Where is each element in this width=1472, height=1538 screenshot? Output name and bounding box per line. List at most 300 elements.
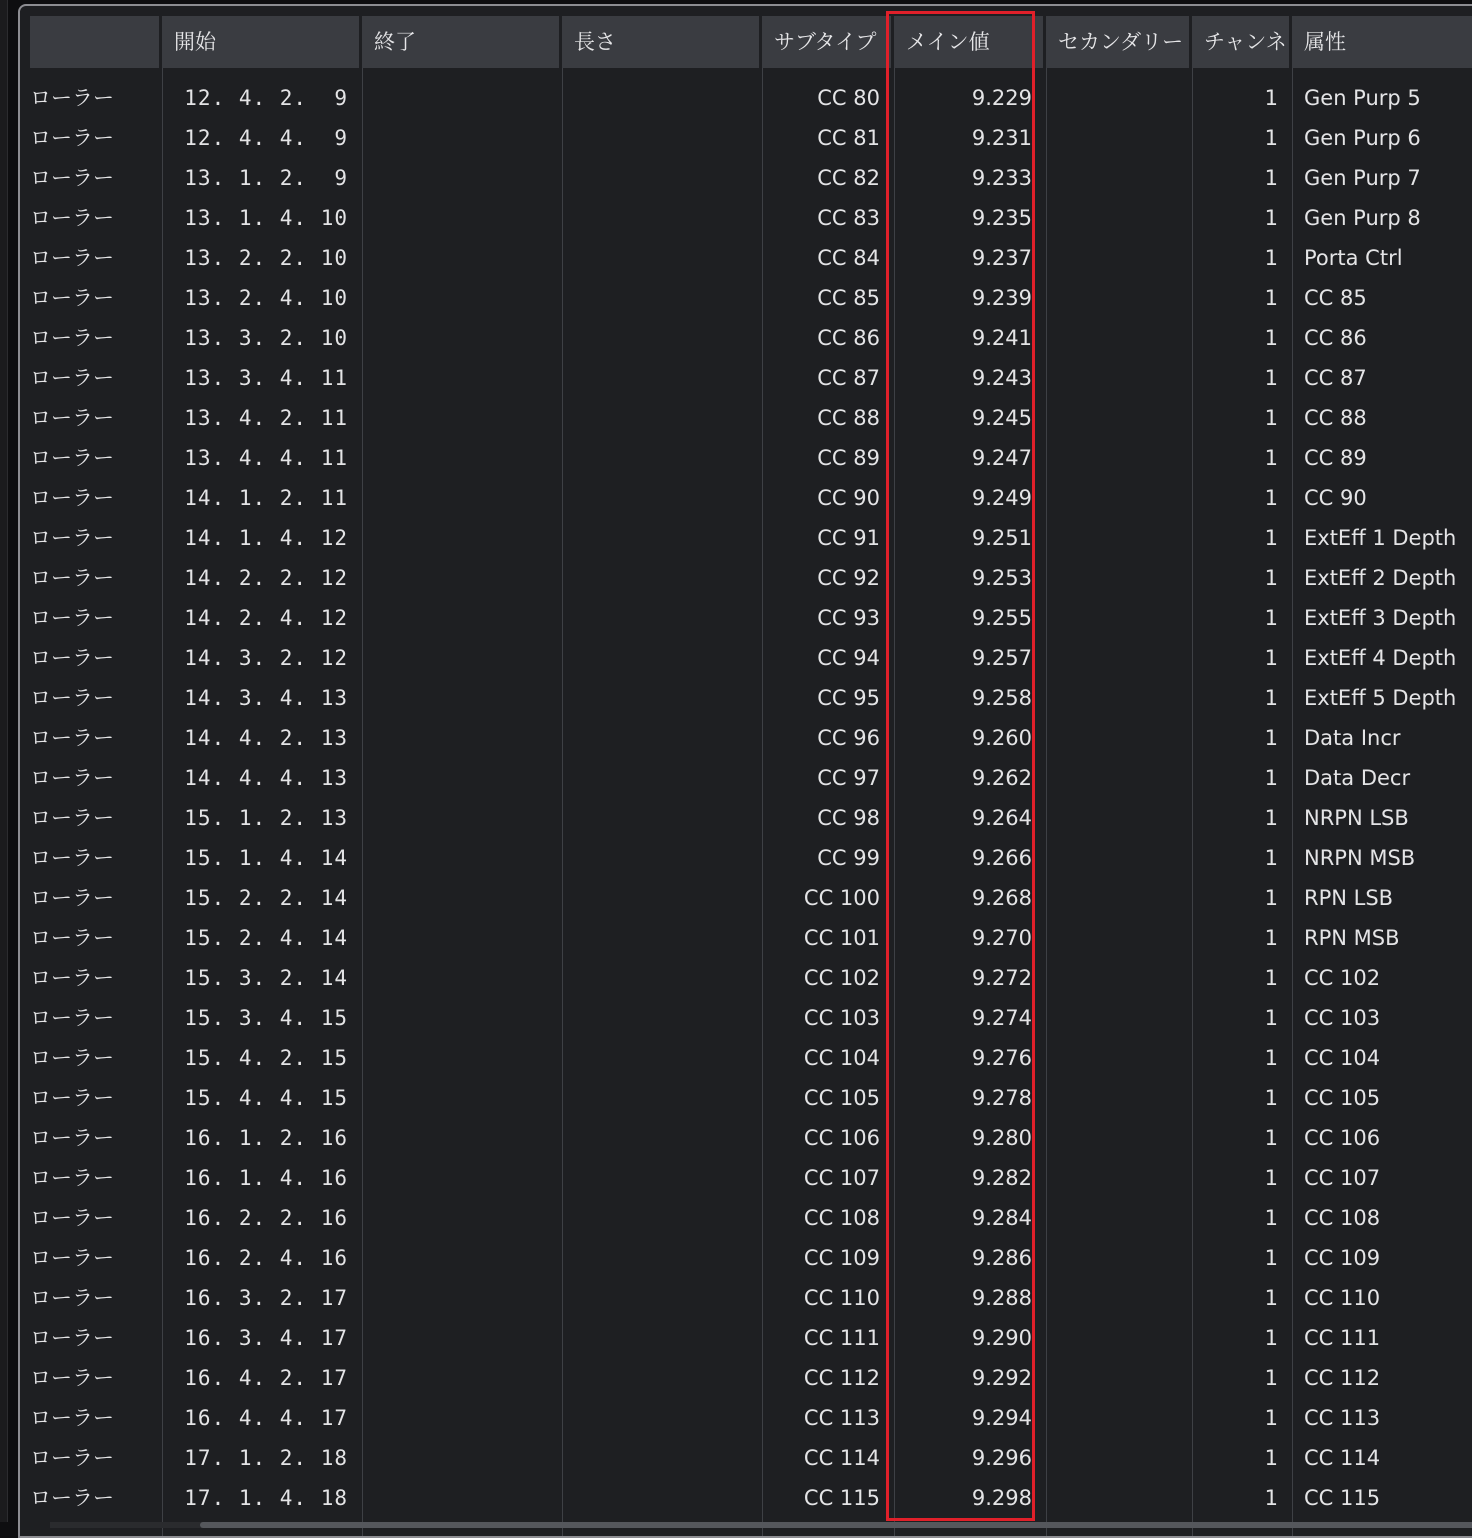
column-header-start[interactable]: 開始	[162, 16, 362, 68]
cell-end[interactable]	[362, 278, 562, 318]
column-header-subtype[interactable]: サブタイプ	[762, 16, 894, 68]
cell-start[interactable]: 14. 1. 2. 11	[184, 486, 348, 510]
cell-subtype[interactable]: CC 99	[817, 846, 880, 870]
table-row[interactable]	[30, 1038, 1472, 1078]
cell-secondary[interactable]	[1046, 718, 1192, 758]
cell-secondary[interactable]	[1046, 1158, 1192, 1198]
table-row[interactable]	[30, 758, 1472, 798]
cell-subtype[interactable]: CC 108	[803, 1206, 880, 1230]
table-row[interactable]	[30, 1358, 1472, 1398]
cell-start[interactable]: 16. 3. 4. 17	[184, 1326, 348, 1350]
cell-length[interactable]	[562, 1158, 762, 1198]
cell-end[interactable]	[362, 758, 562, 798]
cell-length[interactable]	[562, 518, 762, 558]
cell-end[interactable]	[362, 518, 562, 558]
column-header-attr[interactable]: 属性	[1292, 16, 1472, 68]
cell-subtype[interactable]: CC 107	[803, 1166, 880, 1190]
cell-channel[interactable]: 1	[1264, 1326, 1278, 1350]
cell-attr[interactable]: Gen Purp 7	[1304, 166, 1421, 190]
cell-main[interactable]: 9.270	[971, 926, 1032, 950]
table-row[interactable]	[30, 1238, 1472, 1278]
cell-attr[interactable]: CC 102	[1304, 966, 1381, 990]
cell-attr[interactable]: ExtEff 3 Depth	[1304, 606, 1457, 630]
cell-channel[interactable]: 1	[1264, 1406, 1278, 1430]
cell-main[interactable]: 9.284	[971, 1206, 1032, 1230]
cell-channel[interactable]: 1	[1264, 246, 1278, 270]
table-row[interactable]	[30, 1158, 1472, 1198]
cell-subtype[interactable]: CC 104	[803, 1046, 880, 1070]
cell-type[interactable]: ローラー	[30, 366, 114, 390]
cell-channel[interactable]: 1	[1264, 966, 1278, 990]
table-row[interactable]	[30, 558, 1472, 598]
cell-attr[interactable]: Data Decr	[1304, 766, 1411, 790]
table-row[interactable]	[30, 478, 1472, 518]
cell-start[interactable]: 15. 1. 4. 14	[184, 846, 348, 870]
table-row[interactable]	[30, 798, 1472, 838]
cell-length[interactable]	[562, 878, 762, 918]
cell-length[interactable]	[562, 78, 762, 118]
cell-attr[interactable]: ExtEff 4 Depth	[1304, 646, 1457, 670]
cell-main[interactable]: 9.237	[971, 246, 1032, 270]
cell-type[interactable]: ローラー	[30, 1286, 114, 1310]
cell-channel[interactable]: 1	[1264, 486, 1278, 510]
cell-channel[interactable]: 1	[1264, 86, 1278, 110]
cell-channel[interactable]: 1	[1264, 1286, 1278, 1310]
cell-main[interactable]: 9.255	[971, 606, 1032, 630]
cell-main[interactable]: 9.290	[971, 1326, 1032, 1350]
cell-type[interactable]: ローラー	[30, 326, 114, 350]
table-row[interactable]	[30, 398, 1472, 438]
column-header-secondary[interactable]: セカンダリー	[1046, 16, 1192, 68]
cell-start[interactable]: 14. 3. 2. 12	[184, 646, 348, 670]
cell-end[interactable]	[362, 78, 562, 118]
cell-secondary[interactable]	[1046, 1198, 1192, 1238]
cell-start[interactable]: 14. 4. 4. 13	[184, 766, 348, 790]
cell-attr[interactable]: NRPN MSB	[1304, 846, 1416, 870]
cell-main[interactable]: 9.257	[971, 646, 1032, 670]
cell-type[interactable]: ローラー	[30, 966, 114, 990]
cell-secondary[interactable]	[1046, 1278, 1192, 1318]
table-row[interactable]	[30, 358, 1472, 398]
cell-end[interactable]	[362, 1318, 562, 1358]
cell-start[interactable]: 15. 3. 4. 15	[184, 1006, 348, 1030]
column-header-end[interactable]: 終了	[362, 16, 562, 68]
cell-subtype[interactable]: CC 113	[803, 1406, 880, 1430]
cell-type[interactable]: ローラー	[30, 526, 114, 550]
table-row[interactable]	[30, 1278, 1472, 1318]
cell-secondary[interactable]	[1046, 1078, 1192, 1118]
cell-channel[interactable]: 1	[1264, 1126, 1278, 1150]
cell-type[interactable]: ローラー	[30, 1086, 114, 1110]
cell-secondary[interactable]	[1046, 598, 1192, 638]
cell-attr[interactable]: Data Incr	[1304, 726, 1401, 750]
cell-attr[interactable]: CC 104	[1304, 1046, 1381, 1070]
cell-type[interactable]: ローラー	[30, 1446, 114, 1470]
cell-main[interactable]: 9.260	[971, 726, 1032, 750]
table-row[interactable]	[30, 158, 1472, 198]
cell-start[interactable]: 16. 1. 2. 16	[184, 1126, 348, 1150]
cell-subtype[interactable]: CC 115	[803, 1486, 880, 1510]
cell-subtype[interactable]: CC 81	[817, 126, 880, 150]
cell-type[interactable]: ローラー	[30, 206, 114, 230]
cell-channel[interactable]: 1	[1264, 366, 1278, 390]
cell-attr[interactable]: Gen Purp 8	[1304, 206, 1421, 230]
cell-subtype[interactable]: CC 98	[817, 806, 880, 830]
cell-secondary[interactable]	[1046, 998, 1192, 1038]
cell-main[interactable]: 9.278	[971, 1086, 1032, 1110]
cell-main[interactable]: 9.229	[971, 86, 1032, 110]
cell-subtype[interactable]: CC 82	[817, 166, 880, 190]
cell-type[interactable]: ローラー	[30, 886, 114, 910]
cell-subtype[interactable]: CC 83	[817, 206, 880, 230]
cell-main[interactable]: 9.282	[971, 1166, 1032, 1190]
table-row[interactable]	[30, 998, 1472, 1038]
cell-length[interactable]	[562, 1398, 762, 1438]
table-row[interactable]	[30, 1118, 1472, 1158]
cell-start[interactable]: 16. 1. 4. 16	[184, 1166, 348, 1190]
cell-attr[interactable]: ExtEff 5 Depth	[1304, 686, 1457, 710]
cell-subtype[interactable]: CC 102	[803, 966, 880, 990]
cell-length[interactable]	[562, 598, 762, 638]
cell-attr[interactable]: RPN LSB	[1304, 886, 1394, 910]
cell-main[interactable]: 9.280	[971, 1126, 1032, 1150]
cell-length[interactable]	[562, 638, 762, 678]
table-row[interactable]	[30, 1318, 1472, 1358]
cell-subtype[interactable]: CC 95	[817, 686, 880, 710]
cell-end[interactable]	[362, 1198, 562, 1238]
cell-end[interactable]	[362, 1118, 562, 1158]
cell-secondary[interactable]	[1046, 918, 1192, 958]
cell-main[interactable]: 9.235	[971, 206, 1032, 230]
cell-channel[interactable]: 1	[1264, 886, 1278, 910]
cell-start[interactable]: 15. 4. 4. 15	[184, 1086, 348, 1110]
cell-channel[interactable]: 1	[1264, 1366, 1278, 1390]
cell-end[interactable]	[362, 478, 562, 518]
cell-length[interactable]	[562, 438, 762, 478]
cell-end[interactable]	[362, 638, 562, 678]
cell-start[interactable]: 13. 4. 4. 11	[184, 446, 348, 470]
cell-length[interactable]	[562, 1318, 762, 1358]
cell-type[interactable]: ローラー	[30, 286, 114, 310]
column-header-main[interactable]: メイン値	[894, 16, 1046, 68]
cell-start[interactable]: 13. 3. 2. 10	[184, 326, 348, 350]
cell-type[interactable]: ローラー	[30, 126, 114, 150]
cell-channel[interactable]: 1	[1264, 606, 1278, 630]
cell-main[interactable]: 9.239	[971, 286, 1032, 310]
cell-type[interactable]: ローラー	[30, 1326, 114, 1350]
cell-length[interactable]	[562, 198, 762, 238]
horizontal-scrollbar-thumb[interactable]	[200, 1522, 1472, 1528]
cell-channel[interactable]: 1	[1264, 1086, 1278, 1110]
cell-main[interactable]: 9.274	[971, 1006, 1032, 1030]
cell-start[interactable]: 12. 4. 4. 9	[184, 126, 348, 150]
cell-type[interactable]: ローラー	[30, 246, 114, 270]
cell-length[interactable]	[562, 1118, 762, 1158]
cell-channel[interactable]: 1	[1264, 1006, 1278, 1030]
cell-length[interactable]	[562, 118, 762, 158]
cell-start[interactable]: 13. 2. 2. 10	[184, 246, 348, 270]
cell-subtype[interactable]: CC 105	[803, 1086, 880, 1110]
cell-channel[interactable]: 1	[1264, 766, 1278, 790]
cell-attr[interactable]: Gen Purp 6	[1304, 126, 1421, 150]
cell-main[interactable]: 9.298	[971, 1486, 1032, 1510]
cell-type[interactable]: ローラー	[30, 1406, 114, 1430]
cell-channel[interactable]: 1	[1264, 1446, 1278, 1470]
cell-channel[interactable]: 1	[1264, 1046, 1278, 1070]
cell-length[interactable]	[562, 1438, 762, 1478]
table-row[interactable]	[30, 198, 1472, 238]
cell-end[interactable]	[362, 718, 562, 758]
table-row[interactable]	[30, 638, 1472, 678]
cell-start[interactable]: 13. 2. 4. 10	[184, 286, 348, 310]
cell-start[interactable]: 15. 3. 2. 14	[184, 966, 348, 990]
cell-main[interactable]: 9.262	[971, 766, 1032, 790]
cell-start[interactable]: 12. 4. 2. 9	[184, 86, 348, 110]
cell-secondary[interactable]	[1046, 798, 1192, 838]
cell-attr[interactable]: CC 115	[1304, 1486, 1381, 1510]
cell-end[interactable]	[362, 358, 562, 398]
cell-start[interactable]: 13. 3. 4. 11	[184, 366, 348, 390]
cell-secondary[interactable]	[1046, 518, 1192, 558]
cell-start[interactable]: 15. 1. 2. 13	[184, 806, 348, 830]
cell-secondary[interactable]	[1046, 318, 1192, 358]
cell-secondary[interactable]	[1046, 198, 1192, 238]
cell-start[interactable]: 15. 2. 2. 14	[184, 886, 348, 910]
cell-type[interactable]: ローラー	[30, 726, 114, 750]
cell-secondary[interactable]	[1046, 638, 1192, 678]
cell-subtype[interactable]: CC 85	[817, 286, 880, 310]
cell-length[interactable]	[562, 358, 762, 398]
table-row[interactable]	[30, 598, 1472, 638]
cell-type[interactable]: ローラー	[30, 1206, 114, 1230]
cell-channel[interactable]: 1	[1264, 446, 1278, 470]
cell-end[interactable]	[362, 318, 562, 358]
cell-attr[interactable]: CC 86	[1304, 326, 1367, 350]
cell-channel[interactable]: 1	[1264, 726, 1278, 750]
cell-secondary[interactable]	[1046, 118, 1192, 158]
cell-subtype[interactable]: CC 110	[803, 1286, 880, 1310]
cell-subtype[interactable]: CC 111	[803, 1326, 880, 1350]
cell-type[interactable]: ローラー	[30, 766, 114, 790]
cell-type[interactable]: ローラー	[30, 1486, 114, 1510]
table-row[interactable]	[30, 838, 1472, 878]
cell-channel[interactable]: 1	[1264, 1246, 1278, 1270]
cell-start[interactable]: 15. 4. 2. 15	[184, 1046, 348, 1070]
cell-secondary[interactable]	[1046, 78, 1192, 118]
cell-secondary[interactable]	[1046, 1038, 1192, 1078]
cell-attr[interactable]: CC 89	[1304, 446, 1367, 470]
cell-attr[interactable]: RPN MSB	[1304, 926, 1400, 950]
cell-secondary[interactable]	[1046, 958, 1192, 998]
cell-end[interactable]	[362, 798, 562, 838]
cell-end[interactable]	[362, 1078, 562, 1118]
cell-secondary[interactable]	[1046, 358, 1192, 398]
cell-main[interactable]: 9.243	[971, 366, 1032, 390]
cell-main[interactable]: 9.292	[971, 1366, 1032, 1390]
cell-end[interactable]	[362, 1238, 562, 1278]
cell-start[interactable]: 14. 3. 4. 13	[184, 686, 348, 710]
table-row[interactable]	[30, 1198, 1472, 1238]
cell-attr[interactable]: CC 111	[1304, 1326, 1381, 1350]
cell-secondary[interactable]	[1046, 1398, 1192, 1438]
cell-channel[interactable]: 1	[1264, 646, 1278, 670]
cell-main[interactable]: 9.294	[971, 1406, 1032, 1430]
cell-type[interactable]: ローラー	[30, 1006, 114, 1030]
cell-end[interactable]	[362, 1278, 562, 1318]
cell-channel[interactable]: 1	[1264, 846, 1278, 870]
cell-start[interactable]: 16. 3. 2. 17	[184, 1286, 348, 1310]
cell-subtype[interactable]: CC 93	[817, 606, 880, 630]
column-header-type[interactable]	[30, 16, 162, 68]
cell-end[interactable]	[362, 998, 562, 1038]
cell-channel[interactable]: 1	[1264, 1166, 1278, 1190]
cell-attr[interactable]: CC 85	[1304, 286, 1367, 310]
cell-end[interactable]	[362, 158, 562, 198]
cell-end[interactable]	[362, 558, 562, 598]
cell-end[interactable]	[362, 1358, 562, 1398]
cell-start[interactable]: 14. 1. 4. 12	[184, 526, 348, 550]
cell-channel[interactable]: 1	[1264, 286, 1278, 310]
table-row[interactable]	[30, 118, 1472, 158]
cell-length[interactable]	[562, 158, 762, 198]
cell-length[interactable]	[562, 478, 762, 518]
cell-start[interactable]: 14. 2. 2. 12	[184, 566, 348, 590]
cell-attr[interactable]: CC 105	[1304, 1086, 1381, 1110]
table-row[interactable]	[30, 918, 1472, 958]
cell-channel[interactable]: 1	[1264, 1206, 1278, 1230]
cell-subtype[interactable]: CC 86	[817, 326, 880, 350]
cell-main[interactable]: 9.231	[971, 126, 1032, 150]
column-header-channel[interactable]: チャンネ	[1192, 16, 1292, 68]
cell-attr[interactable]: CC 103	[1304, 1006, 1381, 1030]
cell-secondary[interactable]	[1046, 158, 1192, 198]
table-row[interactable]	[30, 958, 1472, 998]
cell-subtype[interactable]: CC 90	[817, 486, 880, 510]
cell-channel[interactable]: 1	[1264, 1486, 1278, 1510]
table-row[interactable]	[30, 238, 1472, 278]
cell-type[interactable]: ローラー	[30, 86, 114, 110]
cell-length[interactable]	[562, 678, 762, 718]
cell-secondary[interactable]	[1046, 558, 1192, 598]
cell-secondary[interactable]	[1046, 1478, 1192, 1518]
cell-length[interactable]	[562, 1478, 762, 1518]
cell-length[interactable]	[562, 238, 762, 278]
cell-secondary[interactable]	[1046, 478, 1192, 518]
cell-start[interactable]: 13. 1. 2. 9	[184, 166, 348, 190]
cell-attr[interactable]: CC 113	[1304, 1406, 1381, 1430]
cell-end[interactable]	[362, 198, 562, 238]
cell-end[interactable]	[362, 118, 562, 158]
cell-secondary[interactable]	[1046, 1238, 1192, 1278]
cell-end[interactable]	[362, 238, 562, 278]
cell-secondary[interactable]	[1046, 438, 1192, 478]
cell-type[interactable]: ローラー	[30, 446, 114, 470]
cell-length[interactable]	[562, 318, 762, 358]
cell-channel[interactable]: 1	[1264, 206, 1278, 230]
table-row[interactable]	[30, 78, 1472, 118]
cell-secondary[interactable]	[1046, 1438, 1192, 1478]
cell-subtype[interactable]: CC 109	[803, 1246, 880, 1270]
cell-subtype[interactable]: CC 112	[803, 1366, 880, 1390]
cell-main[interactable]: 9.296	[971, 1446, 1032, 1470]
cell-end[interactable]	[362, 1038, 562, 1078]
table-row[interactable]	[30, 878, 1472, 918]
cell-attr[interactable]: Porta Ctrl	[1304, 246, 1403, 270]
table-row[interactable]	[30, 438, 1472, 478]
cell-length[interactable]	[562, 758, 762, 798]
cell-type[interactable]: ローラー	[30, 166, 114, 190]
cell-main[interactable]: 9.268	[971, 886, 1032, 910]
cell-attr[interactable]: CC 90	[1304, 486, 1367, 510]
cell-length[interactable]	[562, 1238, 762, 1278]
cell-main[interactable]: 9.276	[971, 1046, 1032, 1070]
cell-end[interactable]	[362, 958, 562, 998]
cell-main[interactable]: 9.264	[971, 806, 1032, 830]
cell-attr[interactable]: CC 106	[1304, 1126, 1381, 1150]
table-row[interactable]	[30, 278, 1472, 318]
cell-subtype[interactable]: CC 89	[817, 446, 880, 470]
cell-length[interactable]	[562, 718, 762, 758]
cell-attr[interactable]: CC 87	[1304, 366, 1367, 390]
cell-start[interactable]: 16. 2. 4. 16	[184, 1246, 348, 1270]
cell-main[interactable]: 9.253	[971, 566, 1032, 590]
cell-secondary[interactable]	[1046, 1318, 1192, 1358]
column-header-length[interactable]: 長さ	[562, 16, 762, 68]
cell-start[interactable]: 14. 2. 4. 12	[184, 606, 348, 630]
cell-main[interactable]: 9.233	[971, 166, 1032, 190]
cell-channel[interactable]: 1	[1264, 126, 1278, 150]
cell-subtype[interactable]: CC 97	[817, 766, 880, 790]
cell-start[interactable]: 16. 4. 4. 17	[184, 1406, 348, 1430]
cell-subtype[interactable]: CC 87	[817, 366, 880, 390]
cell-main[interactable]: 9.245	[971, 406, 1032, 430]
cell-subtype[interactable]: CC 96	[817, 726, 880, 750]
cell-length[interactable]	[562, 1038, 762, 1078]
cell-length[interactable]	[562, 918, 762, 958]
cell-channel[interactable]: 1	[1264, 526, 1278, 550]
cell-secondary[interactable]	[1046, 398, 1192, 438]
cell-attr[interactable]: ExtEff 1 Depth	[1304, 526, 1457, 550]
cell-length[interactable]	[562, 278, 762, 318]
cell-type[interactable]: ローラー	[30, 1246, 114, 1270]
cell-length[interactable]	[562, 998, 762, 1038]
cell-attr[interactable]: CC 110	[1304, 1286, 1381, 1310]
cell-subtype[interactable]: CC 91	[817, 526, 880, 550]
cell-end[interactable]	[362, 598, 562, 638]
cell-attr[interactable]: ExtEff 2 Depth	[1304, 566, 1457, 590]
cell-end[interactable]	[362, 1398, 562, 1438]
cell-length[interactable]	[562, 1278, 762, 1318]
cell-main[interactable]: 9.272	[971, 966, 1032, 990]
cell-end[interactable]	[362, 678, 562, 718]
cell-length[interactable]	[562, 1078, 762, 1118]
cell-channel[interactable]: 1	[1264, 686, 1278, 710]
cell-main[interactable]: 9.247	[971, 446, 1032, 470]
table-row[interactable]	[30, 1478, 1472, 1518]
cell-subtype[interactable]: CC 84	[817, 246, 880, 270]
cell-channel[interactable]: 1	[1264, 166, 1278, 190]
table-row[interactable]	[30, 1438, 1472, 1478]
cell-length[interactable]	[562, 398, 762, 438]
cell-secondary[interactable]	[1046, 878, 1192, 918]
cell-type[interactable]: ローラー	[30, 686, 114, 710]
cell-subtype[interactable]: CC 106	[803, 1126, 880, 1150]
table-row[interactable]	[30, 1398, 1472, 1438]
cell-length[interactable]	[562, 558, 762, 598]
cell-main[interactable]: 9.249	[971, 486, 1032, 510]
cell-type[interactable]: ローラー	[30, 406, 114, 430]
cell-attr[interactable]: CC 107	[1304, 1166, 1381, 1190]
